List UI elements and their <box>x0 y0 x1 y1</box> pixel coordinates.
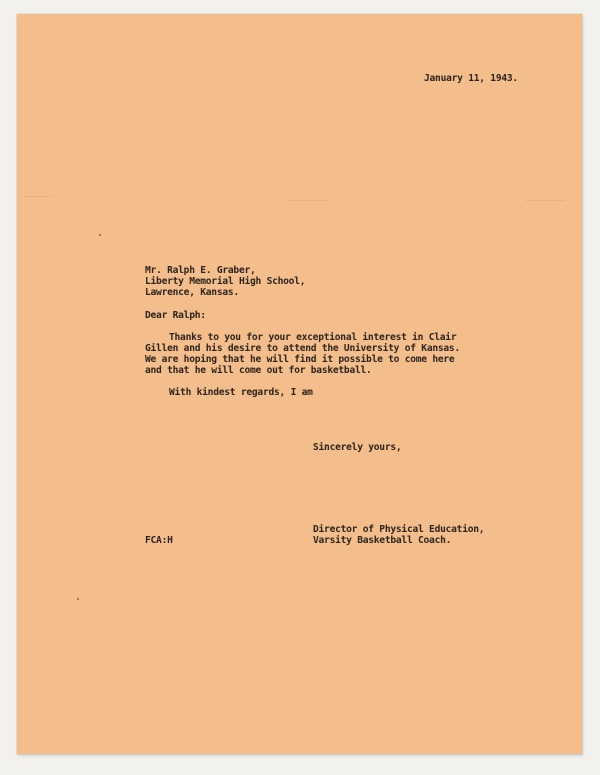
recipient-name: Mr. Ralph E. Graber, <box>145 265 256 276</box>
bleed-through-mark <box>287 200 327 201</box>
body-line: Thanks to you for your exceptional interest in Clair <box>169 332 457 343</box>
regards-line: With kindest regards, I am <box>169 387 313 398</box>
body-line: Gillen and his desire to attend the University of Kansas. <box>145 343 460 354</box>
body-line: and that he will come out for basketball. <box>145 365 372 376</box>
recipient-school: Liberty Memorial High School, <box>145 276 306 287</box>
body-line: We are hoping that he will find it possible to come here <box>145 354 455 365</box>
bleed-through-mark <box>25 196 53 197</box>
letter-sheet <box>17 14 582 754</box>
typist-initials: FCA:H <box>145 535 173 546</box>
paper-speck <box>77 598 79 600</box>
signature-title-line: Varsity Basketball Coach. <box>313 535 452 546</box>
salutation: Dear Ralph: <box>145 310 206 321</box>
bleed-through-mark <box>525 200 565 201</box>
paper-speck <box>99 234 101 236</box>
letter-date: January 11, 1943. <box>424 73 518 84</box>
signature-title-line: Director of Physical Education, <box>313 524 485 535</box>
recipient-city: Lawrence, Kansas. <box>145 287 239 298</box>
closing-line: Sincerely yours, <box>313 442 402 453</box>
